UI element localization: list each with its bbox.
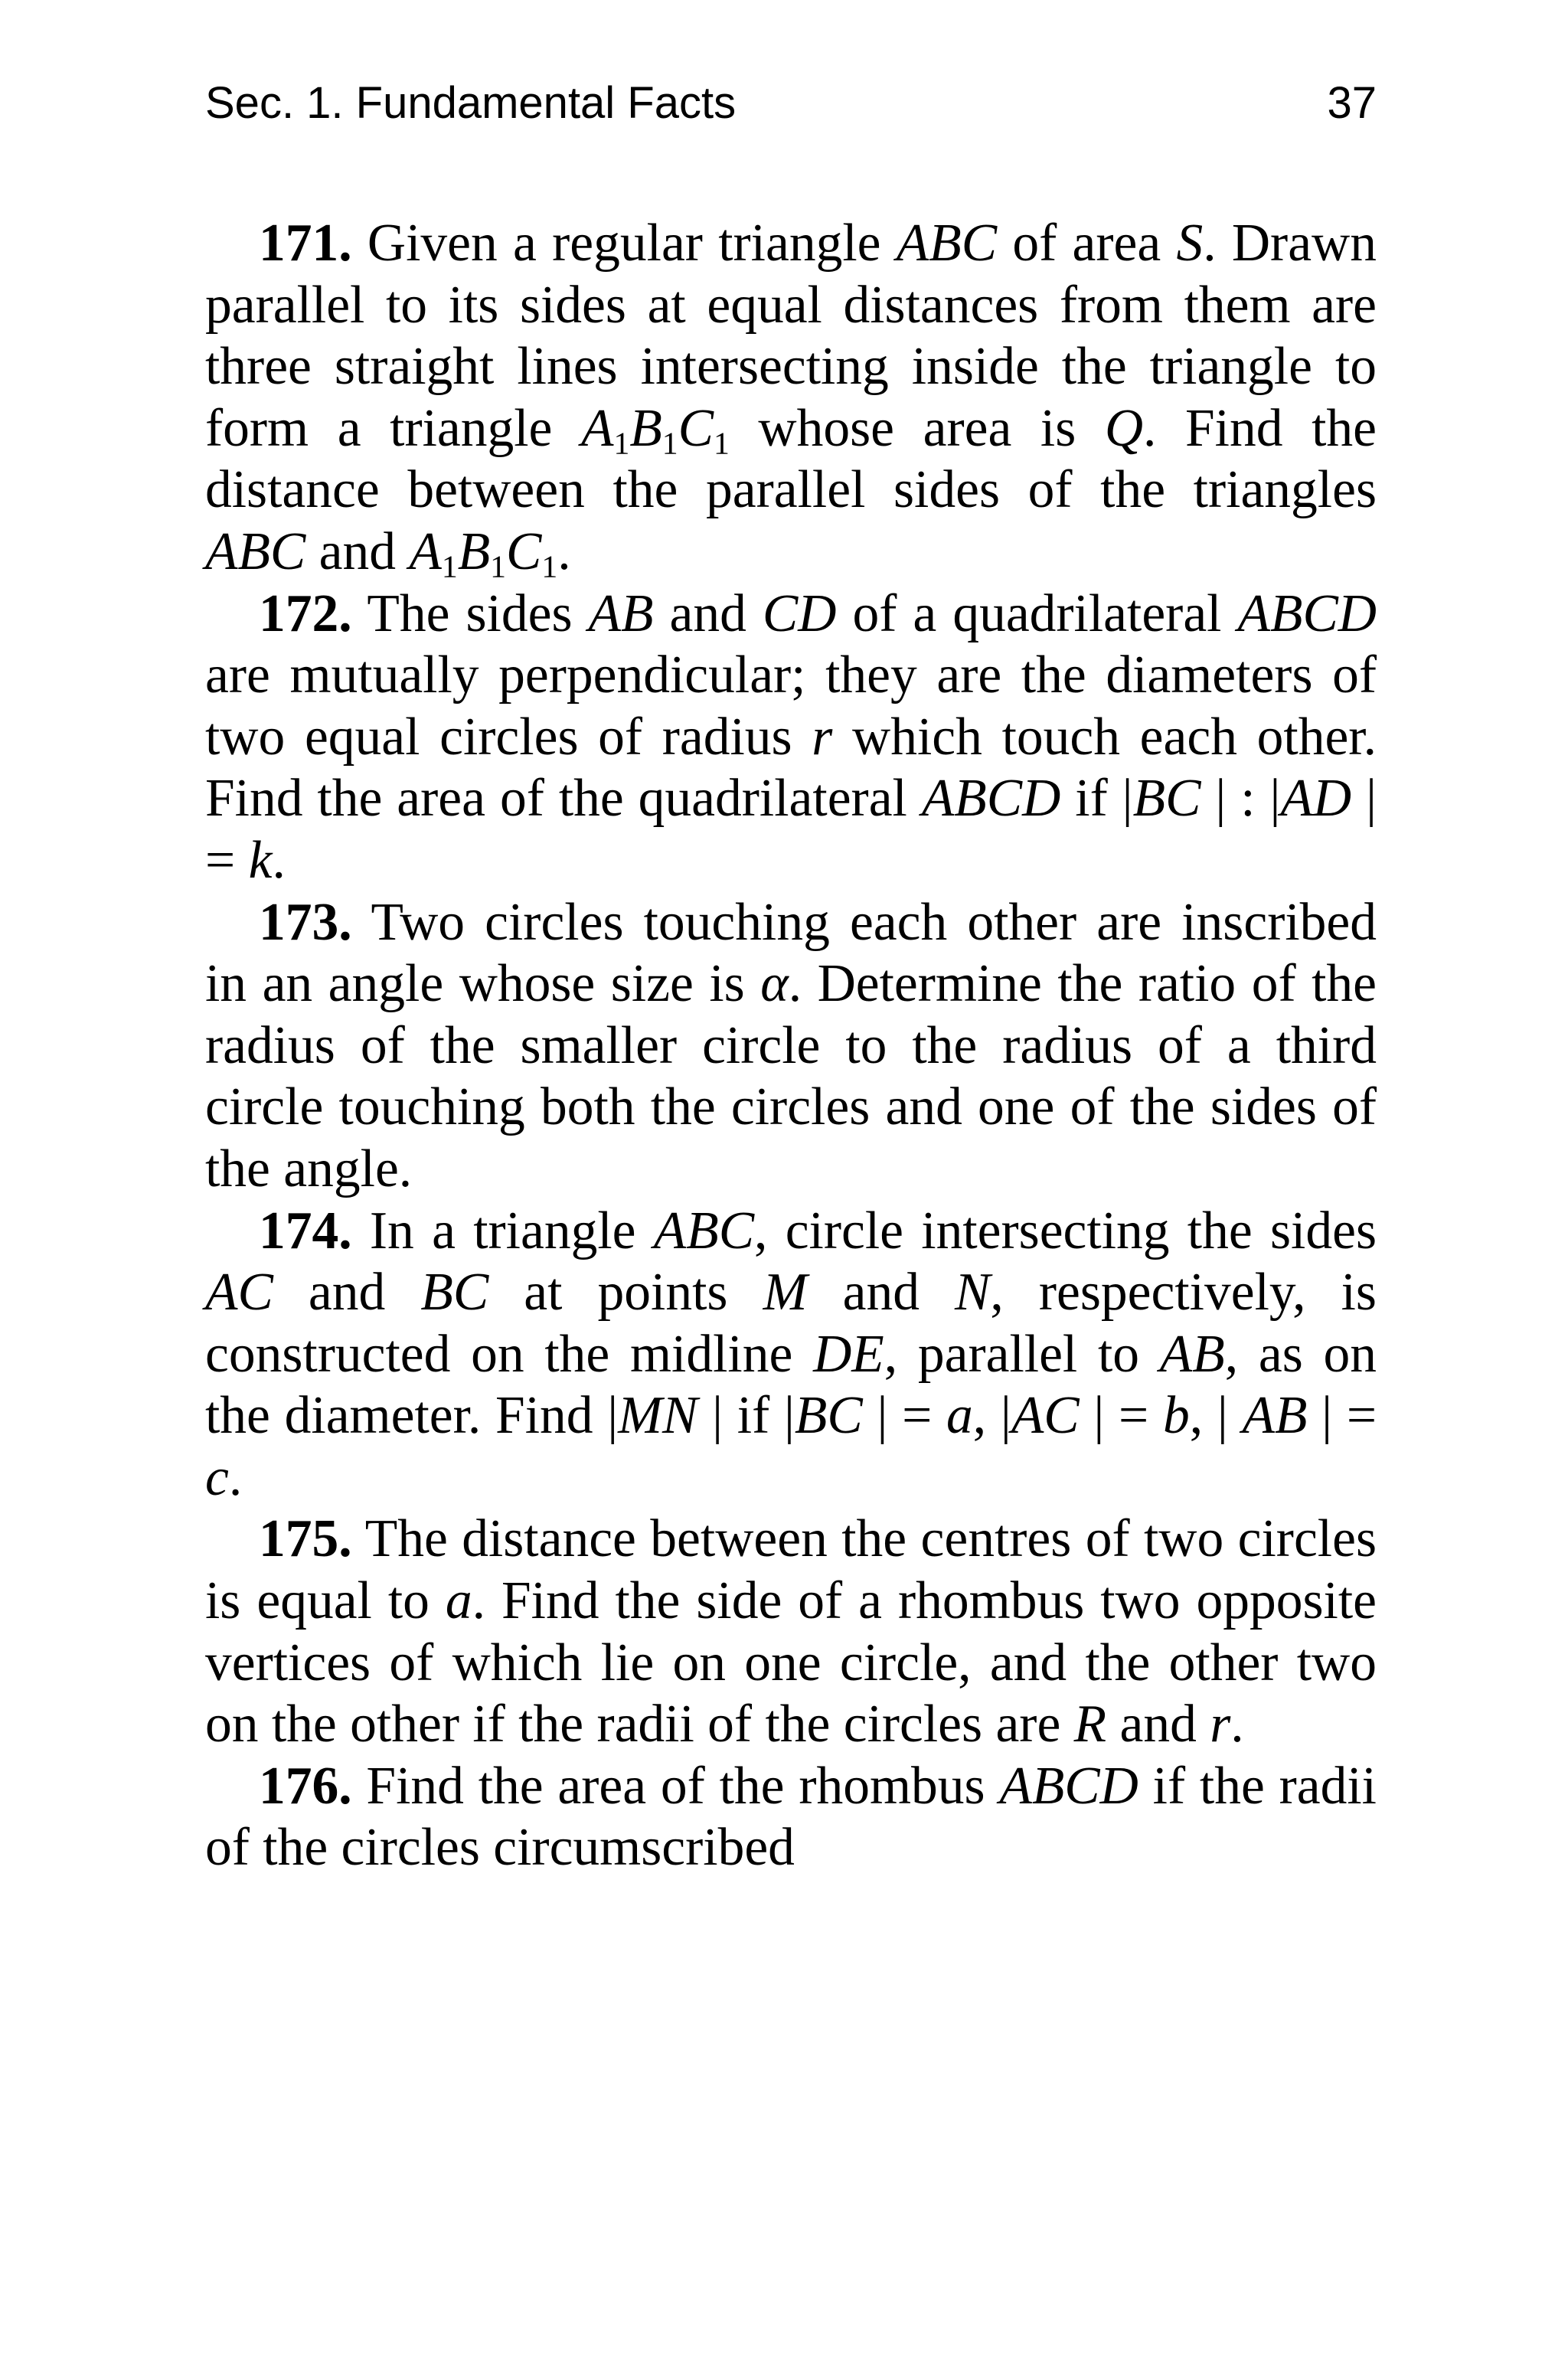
problem-text: which touch each other. Find the area of the quadrilateral <box>205 707 1377 829</box>
problem-text: . Find the side of a rhombus two opposite vertices of which lie on one circle, and the other two on the other if the radii of the circles are <box>205 1571 1377 1754</box>
problem-text: | = <box>1079 1386 1163 1446</box>
problem-text: and <box>305 521 410 581</box>
math-variable: C <box>678 398 714 458</box>
problem-text: In a triangle <box>351 1201 654 1260</box>
math-variable: B <box>457 521 491 581</box>
math-variable: r <box>1210 1695 1231 1754</box>
math-variable: C <box>506 521 542 581</box>
math-variable: DE <box>813 1324 884 1384</box>
problem-number: 174. <box>259 1201 352 1260</box>
math-variable: ABC <box>653 1201 755 1260</box>
problem-text: of area <box>997 214 1177 273</box>
math-variable: MN <box>618 1386 698 1446</box>
math-variable: R <box>1073 1695 1107 1754</box>
problem-text: . Find the distance between the parallel sides of the triangles <box>205 398 1377 520</box>
math-subscript: 1 <box>713 426 730 462</box>
page-number: 37 <box>1327 78 1377 128</box>
problem-text: Find the area of the rhombus <box>351 1756 1000 1816</box>
problem-number: 173. <box>259 892 352 952</box>
problem-text: | = <box>862 1386 947 1446</box>
math-variable: ABCD <box>921 769 1061 829</box>
problem-text: are mutually perpendicular; they are the diameters of two equal circles of radius <box>205 646 1377 767</box>
math-variable: A <box>409 521 442 581</box>
math-variable: AB <box>588 584 654 643</box>
math-variable: AD <box>1280 769 1352 829</box>
problem-text: at points <box>488 1263 763 1322</box>
math-subscript: 1 <box>541 549 558 585</box>
problem-text: | : | <box>1200 769 1281 829</box>
math-variable: BC <box>794 1386 863 1446</box>
problem-text: | = <box>1307 1386 1377 1446</box>
section-title: Sec. 1. Fundamental Facts <box>205 78 737 128</box>
problem-text: , circle intersecting the sides <box>754 1201 1377 1260</box>
math-variable: Q <box>1104 398 1144 458</box>
math-variable: S <box>1176 214 1204 273</box>
math-variable: AC <box>205 1263 273 1322</box>
math-variable: AC <box>1011 1386 1080 1446</box>
problem-text: whose area is <box>729 398 1105 458</box>
problem-text: . <box>228 1447 243 1507</box>
problem-text: , | <box>972 1386 1011 1446</box>
math-variable: a <box>445 1571 472 1631</box>
math-variable: ABCD <box>999 1756 1138 1816</box>
running-head <box>205 77 1377 130</box>
math-variable: CD <box>762 584 837 643</box>
problem-174 <box>205 1201 1377 1509</box>
problem-text: Given a regular triangle <box>351 214 897 273</box>
problem-text: | if | <box>697 1386 795 1446</box>
problem-number: 176. <box>259 1756 352 1816</box>
math-variable: AB <box>1242 1386 1308 1446</box>
problem-text: . Drawn parallel to its sides at equal distances from them are three straight lines intersecting inside the triangle to form a triangle <box>205 214 1377 458</box>
problem-text: Two circles touching each other are inscribed in an angle whose size is <box>205 892 1377 1014</box>
math-variable: k <box>248 830 273 890</box>
problem-171 <box>205 213 1377 584</box>
problem-text: of a quadrilateral <box>836 584 1238 643</box>
math-variable: BC <box>1132 769 1201 829</box>
math-variable: α <box>760 954 789 1014</box>
problem-text: , as on the diameter. Find | <box>205 1324 1377 1446</box>
book-page <box>205 77 1377 2313</box>
problem-173 <box>205 892 1377 1201</box>
math-subscript: 1 <box>441 549 458 585</box>
problem-172 <box>205 584 1377 892</box>
problem-text: and <box>273 1263 421 1322</box>
problem-number: 175. <box>259 1509 352 1569</box>
math-subscript: 1 <box>490 549 506 585</box>
math-subscript: 1 <box>613 426 630 462</box>
problem-text: | = <box>205 769 1377 890</box>
math-variable: a <box>946 1386 973 1446</box>
problem-text: and <box>807 1263 956 1322</box>
problem-text: , | <box>1189 1386 1243 1446</box>
math-variable: B <box>629 398 662 458</box>
problem-list <box>205 213 1377 1879</box>
problem-text: if | <box>1060 769 1133 829</box>
math-variable: ABC <box>205 521 306 581</box>
problem-number: 171. <box>259 214 352 273</box>
problem-text: . <box>272 830 286 890</box>
problem-text: , parallel to <box>884 1324 1160 1384</box>
math-variable: A <box>581 398 614 458</box>
problem-text: The distance between the centres of two circles is equal to <box>205 1509 1377 1631</box>
math-subscript: 1 <box>662 426 678 462</box>
math-variable: c <box>205 1447 229 1507</box>
math-variable: M <box>763 1263 808 1322</box>
problem-text: , respectively, is constructed on the midline <box>205 1263 1377 1384</box>
problem-text: . Determine the ratio of the radius of the smaller circle to the radius of a third circle touching both the circles and one of the sides of the angle. <box>205 954 1377 1198</box>
math-variable: N <box>955 1263 991 1322</box>
problem-text: if the radii of the circles circumscribed <box>205 1756 1377 1878</box>
problem-176 <box>205 1756 1377 1879</box>
math-variable: BC <box>420 1263 489 1322</box>
problem-text: . <box>557 521 571 581</box>
math-variable: b <box>1162 1386 1190 1446</box>
problem-175 <box>205 1509 1377 1755</box>
math-variable: ABC <box>896 214 998 273</box>
problem-number: 172. <box>259 584 352 643</box>
math-variable: ABCD <box>1237 584 1377 643</box>
problem-text: and <box>653 584 763 643</box>
problem-text: and <box>1106 1695 1210 1754</box>
math-variable: AB <box>1159 1324 1225 1384</box>
problem-text: . <box>1230 1695 1244 1754</box>
math-variable: r <box>812 707 833 767</box>
problem-text: The sides <box>351 584 589 643</box>
